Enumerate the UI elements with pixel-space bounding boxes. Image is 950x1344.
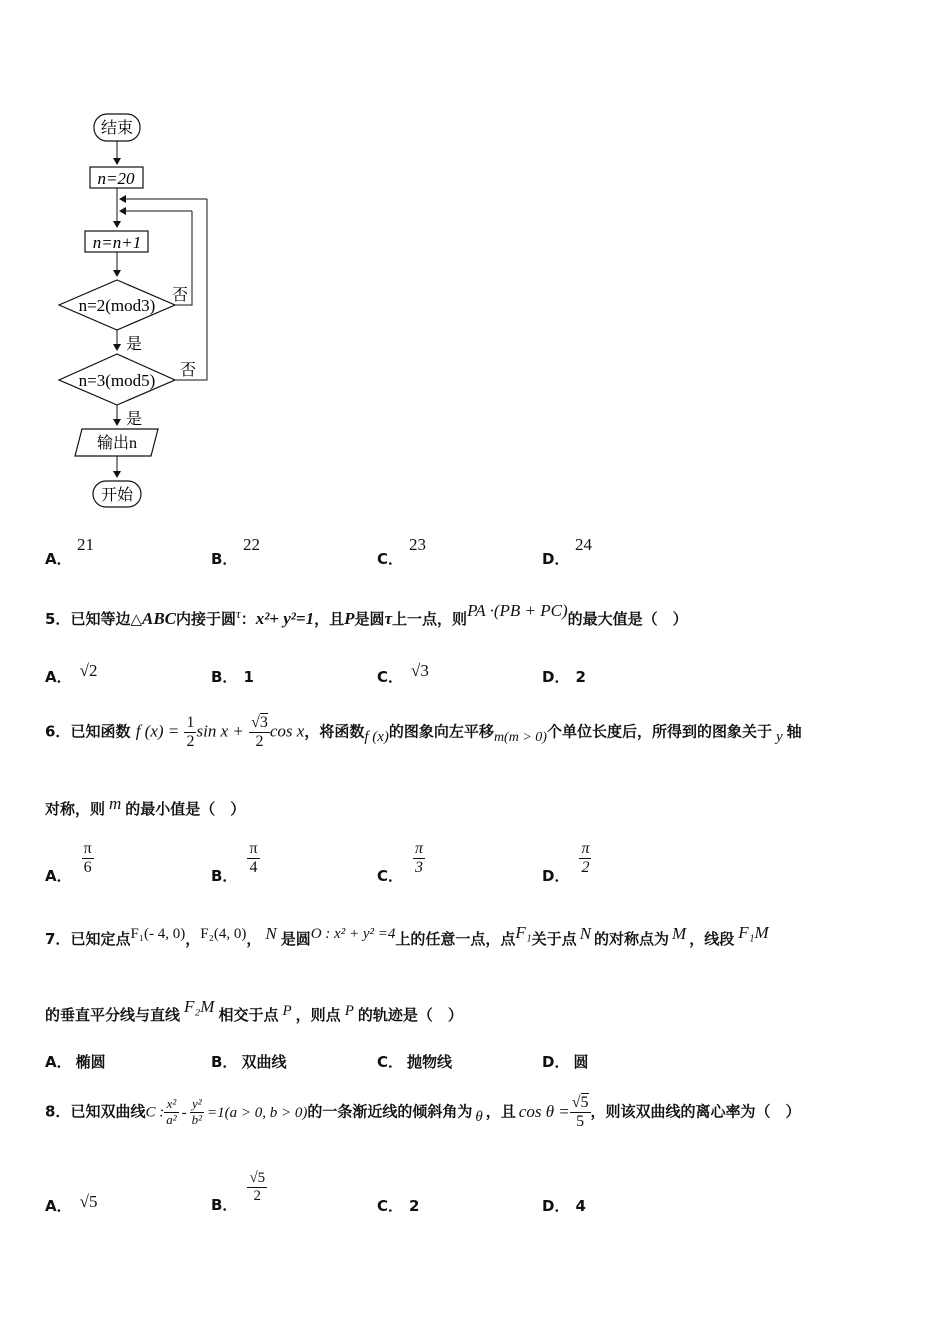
q8-option-c[interactable] [377, 1195, 419, 1216]
q6-option-d[interactable] [542, 840, 591, 885]
option-label: A． [45, 550, 72, 568]
sqrt-radicand: 5 [580, 1094, 589, 1111]
option-value: 双曲线 [241, 1053, 287, 1071]
option-value: 2 [575, 668, 586, 686]
option-label: C． [377, 668, 404, 686]
q4-option-c[interactable] [377, 548, 403, 569]
q7-option-a[interactable] [45, 1051, 106, 1072]
q7-circle-equation: O : x² + y² =4 [310, 926, 396, 942]
q7-text: 的对称点为 [594, 930, 670, 948]
q5-text: 已知等边△ [70, 610, 142, 628]
option-label: A． [45, 1197, 72, 1215]
sqrt-radicand: 3 [259, 714, 268, 731]
q7-stem-line2 [45, 997, 463, 1025]
q8-y-fraction [190, 1097, 204, 1127]
q6-text: 轴 [786, 722, 802, 741]
option-fraction [247, 840, 259, 876]
q7-text: ，线段 [689, 930, 735, 948]
q6-half-fraction [184, 714, 196, 750]
option-fraction [82, 840, 94, 876]
q7-option-d[interactable] [542, 1051, 588, 1072]
q5-stem [45, 601, 688, 629]
option-value: 4 [575, 1197, 586, 1215]
option-value: 1 [243, 668, 254, 686]
q7-text: 已知定点 [70, 930, 131, 948]
q4-option-a[interactable] [45, 548, 72, 569]
q8-option-d[interactable] [542, 1195, 586, 1216]
q5-text: 的最大值是（ ） [567, 610, 688, 628]
fraction-numerator: π [581, 840, 590, 857]
q6-stem-line2 [45, 794, 246, 819]
init-label: n=20 [97, 169, 135, 188]
q7-text: ， [246, 930, 262, 948]
q6-function: f (x) = [135, 721, 180, 741]
no1-label: 否 [172, 287, 189, 304]
q5-text: ： [240, 610, 256, 628]
fraction-denominator: 6 [83, 858, 92, 876]
q6-text: 个单位长度后，所得到的图象关于 [546, 722, 772, 741]
q7-text: 相交于点 [218, 1006, 279, 1024]
q7-stem-line1 [45, 923, 769, 949]
q8-text: 已知双曲线 [70, 1102, 146, 1121]
q7-text: ，则点 [295, 1006, 341, 1024]
q5-option-a[interactable] [45, 661, 98, 687]
q8-cos-fraction [570, 1094, 591, 1130]
fraction-numerator: π [415, 840, 424, 857]
option-label: D． [542, 668, 570, 686]
option-value: 抛物线 [407, 1053, 453, 1071]
option-label: C． [377, 866, 404, 885]
option-value: 圆 [573, 1053, 589, 1071]
q6-axis: y [775, 728, 783, 745]
fraction-numerator: √3 [251, 714, 268, 731]
option-value: 2 [409, 1197, 420, 1215]
no2-label: 否 [180, 362, 197, 379]
option-fraction [413, 840, 425, 876]
q6-text: 已知函数 [70, 722, 131, 741]
q7-segment: F₁M [738, 923, 769, 942]
option-value: √5 [79, 1192, 98, 1211]
q5-point: P [344, 609, 355, 628]
q7-point-f1: F₁ [515, 923, 532, 942]
fraction-denominator: 5 [576, 1112, 585, 1130]
q5-option-d[interactable] [542, 666, 586, 687]
end-label: 结束 [100, 120, 134, 137]
q7-text: ， [185, 930, 201, 948]
option-value: 椭圆 [75, 1053, 106, 1071]
q5-option-c[interactable] [377, 661, 429, 687]
q6-text: 的最小值是（ ） [125, 800, 246, 818]
q8-minus: - [181, 1104, 187, 1121]
q8-option-b[interactable] [211, 1170, 267, 1214]
q8-text: ，则该双曲线的离心率为（ ） [590, 1102, 801, 1121]
fraction-numerator: x² [164, 1097, 178, 1112]
q7-option-b[interactable] [211, 1051, 286, 1072]
option-value: √3 [411, 661, 429, 680]
question-number: 8． [45, 1102, 71, 1121]
q6-option-a[interactable] [45, 840, 94, 885]
q8-x-fraction [164, 1097, 178, 1127]
q5-equation: x²+ y²=1 [255, 609, 315, 628]
yes1-label: 是 [126, 336, 143, 353]
q6-sqrt3-fraction [249, 714, 270, 750]
question-number: 5． [45, 610, 71, 628]
option-label: B． [211, 668, 238, 686]
q7-option-c[interactable] [377, 1051, 452, 1072]
fraction-numerator: √5 [249, 1170, 266, 1186]
condition1-label: n=2(mod3) [78, 296, 156, 315]
q4-option-b-value: 22 [243, 535, 260, 554]
q4-option-d[interactable] [542, 548, 569, 569]
fraction-denominator: b² [191, 1111, 203, 1127]
q7-text: 的轨迹是（ ） [357, 1006, 463, 1024]
q8-text: ，且 [485, 1102, 516, 1121]
option-label: A． [45, 668, 72, 686]
option-label: A． [45, 866, 72, 885]
q5-tau: τ [236, 606, 241, 621]
fraction-denominator: 3 [415, 858, 424, 876]
fraction-denominator: 2 [255, 732, 264, 750]
option-label: C． [377, 550, 404, 568]
yes2-label: 是 [126, 411, 143, 428]
q7-text: 上的任意一点，点 [395, 930, 516, 948]
q4-option-b[interactable] [211, 548, 237, 569]
fraction-numerator: 1 [186, 714, 195, 731]
q7-point-p: P [282, 1003, 292, 1019]
q4-option-c-value: 23 [409, 535, 426, 554]
q4-option-d-value: 24 [575, 535, 592, 554]
fraction-denominator: a² [166, 1111, 177, 1127]
option-fraction [247, 1170, 267, 1204]
condition2-label: n=3(mod5) [78, 371, 156, 390]
q6-sin-term: sin x + [196, 721, 244, 741]
q5-tau: τ [384, 609, 393, 628]
q7-text: 关于点 [531, 930, 577, 948]
fraction-numerator: y² [190, 1097, 204, 1112]
q7-point-p: P [344, 1003, 354, 1019]
q6-stem-line1 [45, 714, 802, 750]
q7-point-f1: F₁(- 4, 0) [130, 926, 186, 942]
option-label: B． [211, 1053, 238, 1071]
output-label: 输出n [96, 435, 138, 452]
q4-option-a-value: 21 [77, 535, 94, 554]
option-label: B． [211, 1195, 238, 1214]
start-label: 开始 [100, 487, 134, 504]
q8-option-a[interactable] [45, 1192, 98, 1216]
q6-option-c[interactable] [377, 840, 425, 885]
option-label: B． [211, 550, 238, 568]
option-label: B． [211, 866, 238, 885]
q6-text: 对称，则 [45, 800, 106, 818]
q6-text: 的图象向左平移 [388, 722, 494, 741]
question-number: 7． [45, 930, 71, 948]
q6-shift: m(m > 0) [493, 729, 547, 745]
flowchart [40, 100, 240, 520]
q8-stem [45, 1094, 801, 1130]
q5-text: 是圆 [354, 610, 385, 628]
fraction-numerator: √5 [571, 1094, 589, 1111]
option-label: C． [377, 1053, 404, 1071]
increment-label: n=n+1 [92, 233, 142, 252]
fraction-denominator: 2 [581, 858, 590, 876]
q6-option-b[interactable] [211, 840, 260, 885]
q7-point-f2: F₂(4, 0) [200, 926, 247, 942]
q8-text: 的一条渐近线的倾斜角为 [307, 1102, 473, 1121]
option-label: D． [542, 550, 570, 568]
option-label: D． [542, 1053, 570, 1071]
q8-curve-name: C : [145, 1104, 165, 1121]
q6-m: m [109, 794, 122, 813]
option-label: C． [377, 1197, 404, 1215]
fraction-numerator: π [249, 840, 258, 857]
q7-text: 是圆 [280, 930, 311, 948]
question-number: 6． [45, 722, 71, 741]
q7-point-m: M [672, 924, 687, 943]
option-label: A． [45, 1053, 72, 1071]
fraction-denominator: 2 [253, 1187, 262, 1204]
fraction-denominator: 2 [186, 732, 195, 750]
fraction-denominator: 4 [249, 858, 258, 876]
q8-theta: θ [475, 1108, 483, 1125]
q8-cos: cos θ = [518, 1101, 570, 1121]
q5-abc: ABC [141, 609, 177, 628]
q5-vector-expression: PA ·(PB + PC) [467, 601, 568, 620]
q6-text: ，将函数 [304, 722, 365, 741]
option-label: D． [542, 866, 570, 885]
q6-cos-term: cos x [269, 721, 305, 741]
q5-text: 上一点，则 [392, 610, 468, 628]
q5-text: ，且 [314, 610, 345, 628]
option-value: √2 [79, 661, 98, 680]
fraction-numerator: π [83, 840, 92, 857]
q7-line: F₂M [184, 997, 215, 1016]
q8-equation-tail: =1(a > 0, b > 0) [207, 1104, 308, 1121]
q5-option-b[interactable] [211, 666, 254, 687]
q5-text: 内接于圆 [176, 610, 237, 628]
q6-function: f (x) [364, 728, 389, 745]
q7-text: 的垂直平分线与直线 [45, 1006, 181, 1024]
q7-point-n: N [579, 924, 592, 943]
option-fraction [579, 840, 591, 876]
option-label: D． [542, 1197, 570, 1215]
q7-point-n: N [265, 924, 277, 943]
